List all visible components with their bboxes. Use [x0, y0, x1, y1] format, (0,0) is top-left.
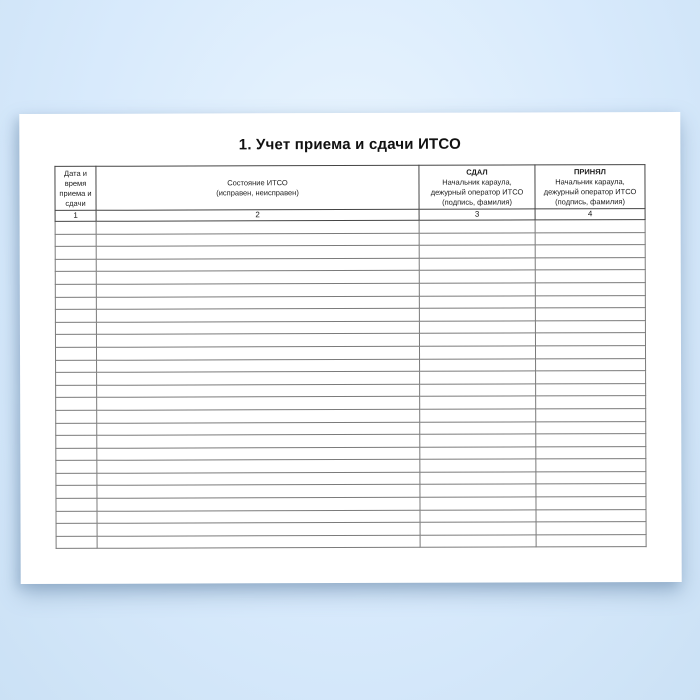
empty-cell [536, 434, 646, 447]
empty-cell [536, 371, 646, 384]
empty-cell [536, 408, 646, 421]
empty-cell [536, 471, 646, 484]
empty-cell [56, 360, 97, 373]
header-line: (исправен, неисправен) [216, 187, 299, 197]
empty-cell [97, 409, 420, 423]
empty-cell [420, 434, 536, 447]
column-number: 3 [419, 209, 535, 220]
empty-cell [56, 486, 97, 499]
empty-cell [55, 234, 96, 247]
empty-cell [55, 297, 96, 310]
itso-log-table [54, 164, 646, 549]
header-line: время [64, 178, 87, 188]
empty-cell [56, 524, 97, 537]
empty-cell [56, 461, 97, 474]
table-body [55, 220, 646, 549]
empty-cell [97, 472, 420, 486]
header-line-bold: ПРИНЯЛ [573, 166, 606, 176]
empty-cell [420, 447, 536, 460]
header-line: Дата и [63, 168, 87, 178]
empty-cell [96, 283, 419, 297]
empty-cell [535, 270, 645, 283]
empty-cell [55, 347, 96, 360]
empty-cell [56, 423, 97, 436]
empty-cell [536, 421, 646, 434]
empty-cell [96, 245, 419, 259]
empty-cell [420, 510, 536, 523]
empty-cell [419, 270, 535, 283]
empty-cell [97, 535, 420, 549]
empty-cell [535, 320, 645, 333]
empty-cell [419, 308, 535, 321]
empty-cell [96, 346, 419, 360]
empty-cell [535, 245, 645, 258]
header-line: (подпись, фамилия) [555, 196, 625, 206]
empty-cell [420, 522, 536, 535]
empty-cell [536, 497, 646, 510]
empty-cell [56, 511, 97, 524]
empty-cell [420, 371, 536, 384]
empty-cell [420, 421, 536, 434]
empty-cell [535, 308, 645, 321]
empty-cell [536, 509, 646, 522]
empty-cell [55, 309, 96, 322]
header-line: Состояние ИТСО [227, 177, 288, 187]
empty-cell [55, 322, 96, 335]
document-page [19, 112, 681, 584]
empty-cell [96, 334, 419, 348]
empty-cell [96, 296, 419, 310]
empty-cell [56, 398, 97, 411]
empty-cell [536, 396, 646, 409]
empty-cell [535, 220, 645, 233]
empty-cell [55, 272, 96, 285]
header-line: (подпись, фамилия) [442, 196, 512, 207]
empty-cell [97, 447, 420, 461]
empty-cell [55, 221, 96, 234]
empty-cell [536, 358, 646, 371]
empty-cell [55, 259, 96, 272]
empty-cell [535, 283, 645, 296]
empty-cell [97, 460, 420, 474]
empty-cell [536, 383, 646, 396]
empty-cell [96, 258, 419, 272]
header-row [55, 165, 645, 211]
empty-cell [97, 497, 420, 511]
empty-cell [536, 484, 646, 497]
table-row [56, 534, 646, 548]
empty-cell [55, 284, 96, 297]
empty-cell [97, 510, 420, 524]
empty-cell [97, 434, 420, 448]
empty-cell [55, 246, 96, 259]
empty-cell [536, 446, 646, 459]
empty-cell [419, 295, 535, 308]
empty-cell [97, 359, 420, 373]
empty-cell [96, 308, 419, 322]
empty-cell [56, 536, 97, 549]
empty-cell [96, 220, 419, 234]
empty-cell [56, 498, 97, 511]
empty-cell [419, 333, 535, 346]
header-line: Начальник караула, [442, 176, 512, 187]
column-number: 4 [535, 209, 645, 220]
empty-cell [420, 409, 536, 422]
empty-cell [97, 371, 420, 385]
empty-cell [536, 522, 646, 535]
empty-cell [420, 396, 536, 409]
empty-cell [419, 321, 535, 334]
empty-cell [419, 220, 535, 233]
empty-cell [420, 384, 536, 397]
empty-cell [97, 523, 420, 537]
empty-cell [535, 257, 645, 270]
empty-cell [419, 233, 535, 246]
empty-cell [56, 435, 97, 448]
header-line: сдачи [65, 198, 86, 208]
empty-cell [96, 321, 419, 335]
empty-cell [420, 535, 536, 548]
empty-cell [97, 384, 420, 398]
empty-cell [535, 232, 645, 245]
empty-cell [536, 534, 646, 547]
empty-cell [96, 271, 419, 285]
col-header-accepted [535, 165, 645, 209]
column-number: 1 [55, 210, 96, 221]
empty-cell [535, 295, 645, 308]
empty-cell [420, 358, 536, 371]
empty-cell [56, 448, 97, 461]
empty-cell [56, 473, 97, 486]
col-header-date-time [55, 166, 96, 210]
empty-cell [97, 422, 420, 436]
empty-cell [56, 410, 97, 423]
empty-cell [419, 346, 535, 359]
header-line-bold: СДАЛ [466, 167, 488, 177]
empty-cell [535, 346, 645, 359]
empty-cell [419, 258, 535, 271]
empty-cell [56, 372, 97, 385]
column-number: 2 [96, 209, 419, 221]
empty-cell [97, 485, 420, 499]
empty-cell [420, 459, 536, 472]
empty-cell [419, 245, 535, 258]
empty-cell [419, 283, 535, 296]
header-line: Начальник караула, [555, 176, 625, 186]
header-line: дежурный оператор ИТСО [430, 186, 524, 197]
empty-cell [535, 333, 645, 346]
empty-cell [56, 385, 97, 398]
empty-cell [536, 459, 646, 472]
header-line: дежурный оператор ИТСО [543, 186, 637, 196]
empty-cell [420, 472, 536, 485]
empty-cell [420, 484, 536, 497]
empty-cell [96, 233, 419, 247]
col-header-handed-over [419, 165, 535, 209]
header-line: приема и [59, 188, 92, 198]
page-title: 1. Учет приема и сдачи ИТСО [238, 135, 461, 154]
empty-cell [420, 497, 536, 510]
empty-cell [55, 335, 96, 348]
col-header-itso-state [96, 165, 419, 210]
empty-cell [97, 397, 420, 411]
